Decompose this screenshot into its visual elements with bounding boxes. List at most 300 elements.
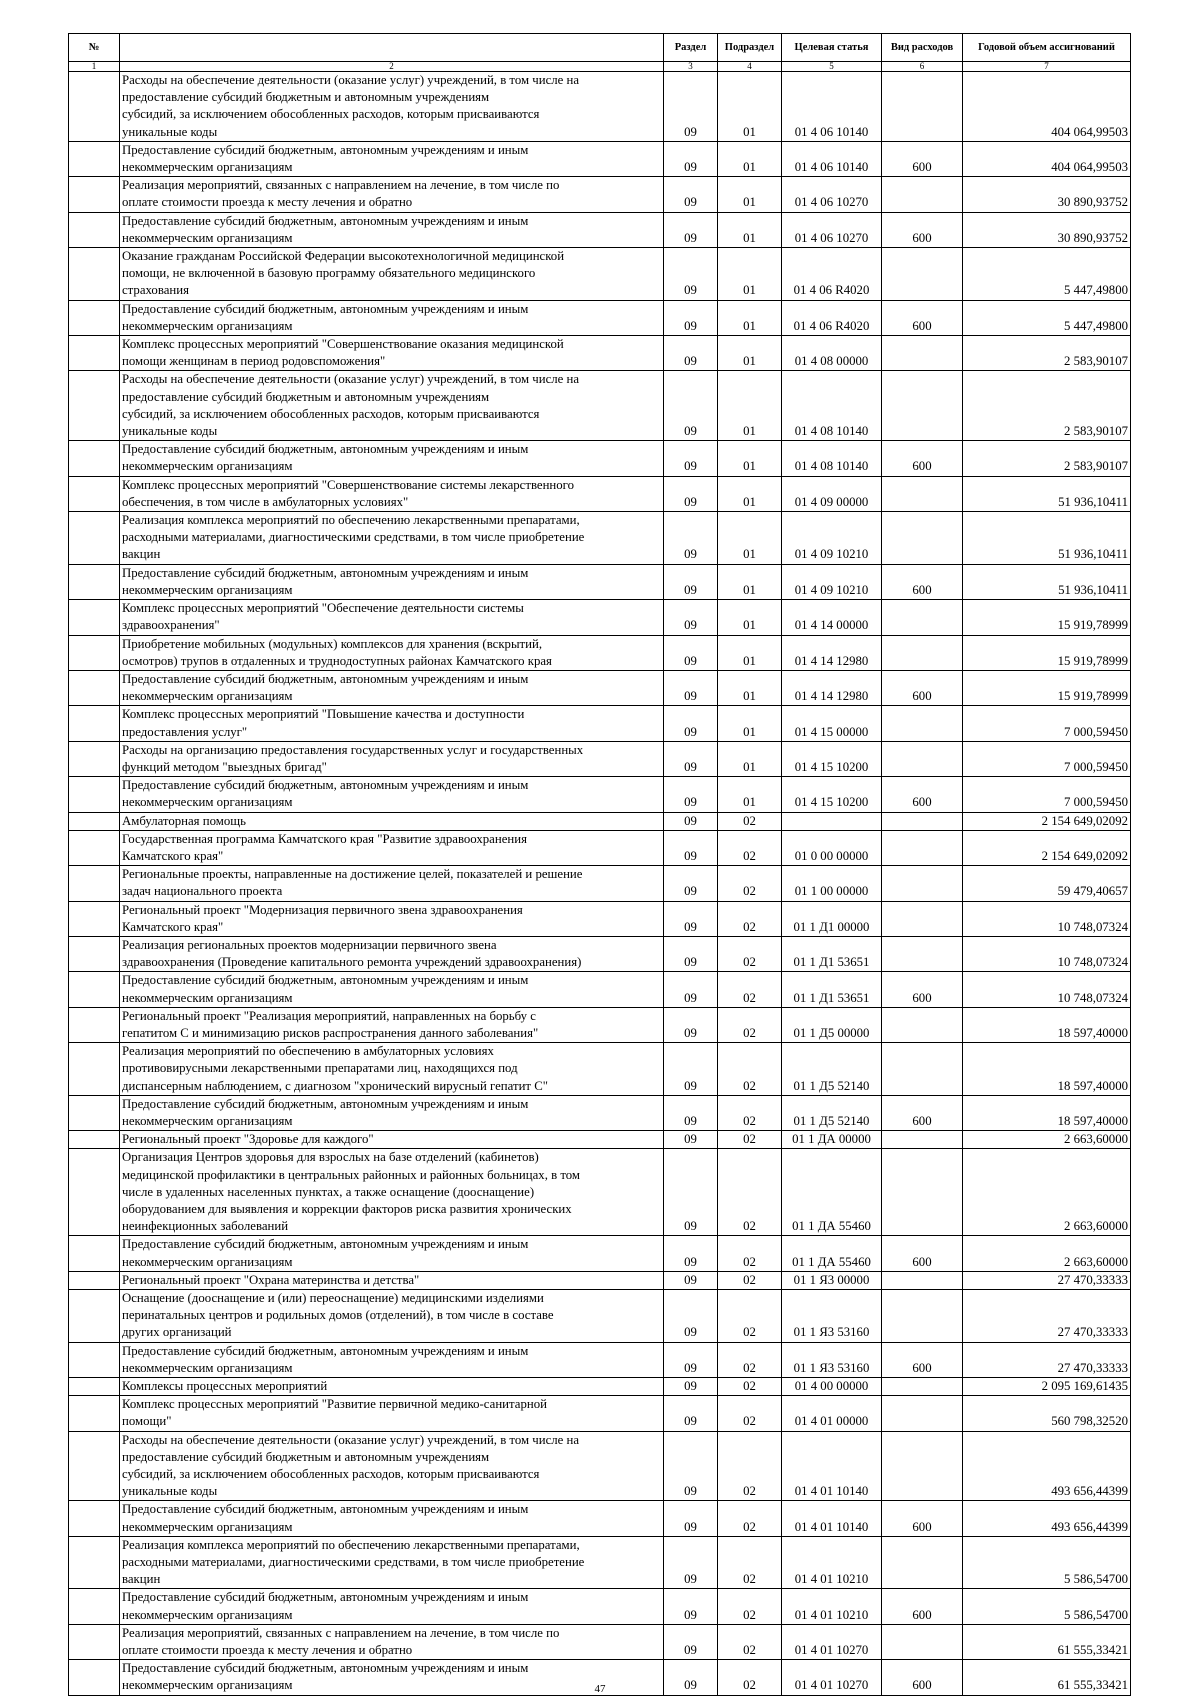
row-amount: 7 000,59450 <box>963 777 1131 812</box>
row-amount: 61 555,33421 <box>963 1660 1131 1695</box>
table-row <box>69 812 1131 830</box>
row-target-article: 01 4 06 10270 <box>782 177 882 212</box>
row-razdel: 09 <box>664 1290 718 1343</box>
row-target-article: 01 0 00 00000 <box>782 830 882 865</box>
row-expense-type: 600 <box>882 1660 963 1695</box>
row-razdel: 09 <box>664 1007 718 1042</box>
row-podrazdel: 01 <box>718 670 782 705</box>
row-name: Комплекс процессных мероприятий "Повышение качества и доступности предоставления услуг" <box>120 706 664 741</box>
table-row <box>69 141 1131 176</box>
row-name: Реализация мероприятий, связанных с направлением на лечение, в том числе по оплате стоимости проезда к месту лечения и обратно <box>120 177 664 212</box>
row-amount: 2 663,60000 <box>963 1149 1131 1236</box>
row-target-article: 01 4 08 10140 <box>782 371 882 441</box>
row-podrazdel: 02 <box>718 1378 782 1396</box>
row-podrazdel: 01 <box>718 777 782 812</box>
row-razdel: 09 <box>664 1378 718 1396</box>
row-podrazdel: 02 <box>718 866 782 901</box>
row-podrazdel: 01 <box>718 564 782 599</box>
row-number <box>69 706 120 741</box>
row-expense-type <box>882 1149 963 1236</box>
row-amount: 51 936,10411 <box>963 564 1131 599</box>
row-expense-type <box>882 248 963 301</box>
row-expense-type <box>882 1431 963 1501</box>
row-amount: 2 583,90107 <box>963 441 1131 476</box>
row-target-article: 01 4 09 00000 <box>782 476 882 511</box>
row-target-article: 01 4 01 10270 <box>782 1624 882 1659</box>
row-name: Комплекс процессных мероприятий "Обеспечение деятельности системы здравоохранения" <box>120 600 664 635</box>
row-expense-type: 600 <box>882 564 963 599</box>
table-row <box>69 248 1131 301</box>
row-amount: 2 663,60000 <box>963 1131 1131 1149</box>
row-razdel: 09 <box>664 635 718 670</box>
row-amount: 27 470,33333 <box>963 1342 1131 1377</box>
row-podrazdel: 02 <box>718 1149 782 1236</box>
row-number <box>69 600 120 635</box>
table-row <box>69 1095 1131 1130</box>
row-expense-type: 600 <box>882 1589 963 1624</box>
row-expense-type <box>882 741 963 776</box>
row-number <box>69 371 120 441</box>
row-expense-type <box>882 476 963 511</box>
row-name: Комплекс процессных мероприятий "Совершенствование оказания медицинской помощи женщинам в период родовспоможения" <box>120 336 664 371</box>
row-expense-type <box>882 812 963 830</box>
row-amount: 18 597,40000 <box>963 1007 1131 1042</box>
row-name: Региональный проект "Реализация мероприятий, направленных на борьбу с гепатитом С и минимизацию рисков распространения данного заболевания" <box>120 1007 664 1042</box>
row-target-article: 01 1 Д1 53651 <box>782 936 882 971</box>
row-name: Региональный проект "Здоровье для каждого" <box>120 1131 664 1149</box>
row-razdel: 09 <box>664 1095 718 1130</box>
row-expense-type <box>882 336 963 371</box>
row-number <box>69 1536 120 1589</box>
row-number <box>69 248 120 301</box>
row-number <box>69 141 120 176</box>
row-expense-type <box>882 830 963 865</box>
row-expense-type <box>882 1043 963 1096</box>
row-name: Приобретение мобильных (модульных) комплексов для хранения (вскрытий, осмотров) трупов в отдаленных и труднодоступных районах Камчатского края <box>120 635 664 670</box>
row-expense-type: 600 <box>882 1236 963 1271</box>
row-podrazdel: 01 <box>718 212 782 247</box>
row-number <box>69 441 120 476</box>
row-target-article: 01 4 01 10140 <box>782 1501 882 1536</box>
row-target-article: 01 4 01 10270 <box>782 1660 882 1695</box>
row-amount: 18 597,40000 <box>963 1043 1131 1096</box>
row-razdel: 09 <box>664 1271 718 1289</box>
row-target-article: 01 1 Я3 53160 <box>782 1342 882 1377</box>
row-expense-type <box>882 635 963 670</box>
column-number: 7 <box>963 62 1131 72</box>
row-number <box>69 866 120 901</box>
table-row <box>69 936 1131 971</box>
row-amount: 61 555,33421 <box>963 1624 1131 1659</box>
row-expense-type: 600 <box>882 670 963 705</box>
row-expense-type <box>882 1536 963 1589</box>
column-number: 1 <box>69 62 120 72</box>
row-expense-type <box>882 1007 963 1042</box>
row-razdel: 09 <box>664 1536 718 1589</box>
row-amount: 15 919,78999 <box>963 600 1131 635</box>
table-row <box>69 1236 1131 1271</box>
column-number: 6 <box>882 62 963 72</box>
row-razdel: 09 <box>664 670 718 705</box>
row-amount: 10 748,07324 <box>963 936 1131 971</box>
row-target-article: 01 4 01 10140 <box>782 1431 882 1501</box>
row-podrazdel: 01 <box>718 300 782 335</box>
row-number <box>69 972 120 1007</box>
row-amount: 7 000,59450 <box>963 741 1131 776</box>
row-name: Предоставление субсидий бюджетным, автономным учреждениям и иным некоммерческим организациям <box>120 141 664 176</box>
table-row <box>69 741 1131 776</box>
row-podrazdel: 01 <box>718 177 782 212</box>
row-number <box>69 812 120 830</box>
row-razdel: 09 <box>664 866 718 901</box>
table-row <box>69 476 1131 511</box>
row-expense-type: 600 <box>882 1095 963 1130</box>
table-row <box>69 1501 1131 1536</box>
row-podrazdel: 01 <box>718 635 782 670</box>
row-expense-type <box>882 177 963 212</box>
table-row <box>69 1536 1131 1589</box>
row-podrazdel: 02 <box>718 901 782 936</box>
row-podrazdel: 02 <box>718 1007 782 1042</box>
row-name: Расходы на обеспечение деятельности (оказание услуг) учреждений, в том числе на предоставление субсидий бюджетным и автономным учреждениям субсидий, за исключением обособленных расходов, которым присваиваются уникальные коды <box>120 72 664 142</box>
row-razdel: 09 <box>664 1149 718 1236</box>
row-expense-type <box>882 901 963 936</box>
row-expense-type <box>882 1131 963 1149</box>
row-number <box>69 72 120 142</box>
row-podrazdel: 02 <box>718 1660 782 1695</box>
row-podrazdel: 02 <box>718 1271 782 1289</box>
row-name: Предоставление субсидий бюджетным, автономным учреждениям и иным некоммерческим организациям <box>120 1095 664 1130</box>
row-podrazdel: 02 <box>718 1589 782 1624</box>
row-target-article: 01 1 Д5 00000 <box>782 1007 882 1042</box>
row-name: Предоставление субсидий бюджетным, автономным учреждениям и иным некоммерческим организациям <box>120 1236 664 1271</box>
table-row <box>69 1149 1131 1236</box>
row-target-article: 01 4 00 00000 <box>782 1378 882 1396</box>
row-razdel: 09 <box>664 1660 718 1695</box>
row-amount: 493 656,44399 <box>963 1431 1131 1501</box>
row-amount: 51 936,10411 <box>963 512 1131 565</box>
row-number <box>69 1342 120 1377</box>
row-amount: 5 447,49800 <box>963 300 1131 335</box>
row-razdel: 09 <box>664 706 718 741</box>
row-target-article: 01 4 08 10140 <box>782 441 882 476</box>
row-expense-type: 600 <box>882 1342 963 1377</box>
row-target-article: 01 4 14 12980 <box>782 670 882 705</box>
row-amount: 30 890,93752 <box>963 177 1131 212</box>
table-row <box>69 1624 1131 1659</box>
row-target-article: 01 4 15 10200 <box>782 741 882 776</box>
row-name: Организация Центров здоровья для взрослых на базе отделений (кабинетов) медицинской профилактики в центральных районных и районных больницах, в том числе в удаленных населенных пунктах, а также оснащение (дооснащение) оборудованием для выявления и коррекции факторов риска развития хронических неинфекционных заболеваний <box>120 1149 664 1236</box>
table-row <box>69 972 1131 1007</box>
row-target-article: 01 4 08 00000 <box>782 336 882 371</box>
row-target-article: 01 4 06 10140 <box>782 141 882 176</box>
row-podrazdel: 02 <box>718 1501 782 1536</box>
row-amount: 2 095 169,61435 <box>963 1378 1131 1396</box>
row-amount: 18 597,40000 <box>963 1095 1131 1130</box>
row-expense-type <box>882 936 963 971</box>
row-number <box>69 1589 120 1624</box>
row-razdel: 09 <box>664 1236 718 1271</box>
row-amount: 2 663,60000 <box>963 1236 1131 1271</box>
row-razdel: 09 <box>664 812 718 830</box>
row-expense-type <box>882 371 963 441</box>
table-row <box>69 670 1131 705</box>
row-razdel: 09 <box>664 212 718 247</box>
row-expense-type <box>882 1378 963 1396</box>
row-name: Реализация комплекса мероприятий по обеспечению лекарственными препаратами, расходными материалами, диагностическими средствами, в том числе приобретение вакцин <box>120 1536 664 1589</box>
row-razdel: 09 <box>664 564 718 599</box>
header-no: № <box>69 34 120 62</box>
row-name: Расходы на организацию предоставления государственных услуг и государственных функций методом "выездных бригад" <box>120 741 664 776</box>
row-number <box>69 212 120 247</box>
table-row <box>69 300 1131 335</box>
row-target-article: 01 1 Я3 00000 <box>782 1271 882 1289</box>
row-target-article: 01 1 Д5 52140 <box>782 1095 882 1130</box>
row-podrazdel: 02 <box>718 1342 782 1377</box>
row-target-article: 01 1 ДА 00000 <box>782 1131 882 1149</box>
table-row <box>69 1589 1131 1624</box>
header-annual-amount: Годовой объем ассигнований <box>963 34 1131 62</box>
row-number <box>69 670 120 705</box>
table-row <box>69 1290 1131 1343</box>
row-podrazdel: 02 <box>718 1236 782 1271</box>
row-razdel: 09 <box>664 1131 718 1149</box>
row-podrazdel: 01 <box>718 72 782 142</box>
row-expense-type <box>882 600 963 635</box>
row-amount: 27 470,33333 <box>963 1290 1131 1343</box>
row-podrazdel: 01 <box>718 248 782 301</box>
table-row <box>69 706 1131 741</box>
row-number <box>69 512 120 565</box>
table-row <box>69 1396 1131 1431</box>
row-expense-type <box>882 1396 963 1431</box>
row-expense-type: 600 <box>882 300 963 335</box>
row-podrazdel: 02 <box>718 936 782 971</box>
row-number <box>69 1095 120 1130</box>
column-number: 2 <box>120 62 664 72</box>
row-podrazdel: 02 <box>718 830 782 865</box>
row-amount: 15 919,78999 <box>963 670 1131 705</box>
row-expense-type <box>882 72 963 142</box>
row-name: Предоставление субсидий бюджетным, автономным учреждениям и иным некоммерческим организациям <box>120 670 664 705</box>
row-name: Предоставление субсидий бюджетным, автономным учреждениям и иным некоммерческим организациям <box>120 1660 664 1695</box>
row-target-article: 01 4 01 00000 <box>782 1396 882 1431</box>
row-razdel: 09 <box>664 600 718 635</box>
row-number <box>69 1236 120 1271</box>
table-row <box>69 371 1131 441</box>
row-target-article: 01 4 15 00000 <box>782 706 882 741</box>
table-row <box>69 212 1131 247</box>
row-podrazdel: 01 <box>718 441 782 476</box>
row-number <box>69 476 120 511</box>
row-razdel: 09 <box>664 476 718 511</box>
row-podrazdel: 01 <box>718 141 782 176</box>
row-name: Предоставление субсидий бюджетным, автономным учреждениям и иным некоммерческим организациям <box>120 1589 664 1624</box>
row-razdel: 09 <box>664 72 718 142</box>
row-podrazdel: 02 <box>718 1095 782 1130</box>
row-amount: 493 656,44399 <box>963 1501 1131 1536</box>
row-razdel: 09 <box>664 1043 718 1096</box>
row-razdel: 09 <box>664 1589 718 1624</box>
row-name: Предоставление субсидий бюджетным, автономным учреждениям и иным некоммерческим организациям <box>120 212 664 247</box>
row-name: Реализация комплекса мероприятий по обеспечению лекарственными препаратами, расходными материалами, диагностическими средствами, в том числе приобретение вакцин <box>120 512 664 565</box>
row-number <box>69 777 120 812</box>
row-target-article <box>782 812 882 830</box>
table-row <box>69 441 1131 476</box>
table-row <box>69 866 1131 901</box>
row-number <box>69 177 120 212</box>
row-target-article: 01 1 Д5 52140 <box>782 1043 882 1096</box>
row-number <box>69 1378 120 1396</box>
row-amount: 15 919,78999 <box>963 635 1131 670</box>
row-razdel: 09 <box>664 441 718 476</box>
row-razdel: 09 <box>664 777 718 812</box>
row-expense-type <box>882 1624 963 1659</box>
row-name: Предоставление субсидий бюджетным, автономным учреждениям и иным некоммерческим организациям <box>120 777 664 812</box>
row-podrazdel: 02 <box>718 1131 782 1149</box>
row-razdel: 09 <box>664 177 718 212</box>
column-number: 5 <box>782 62 882 72</box>
row-name: Расходы на обеспечение деятельности (оказание услуг) учреждений, в том числе на предоставление субсидий бюджетным и автономным учреждениям субсидий, за исключением обособленных расходов, которым присваиваются уникальные коды <box>120 371 664 441</box>
row-amount: 30 890,93752 <box>963 212 1131 247</box>
row-amount: 2 583,90107 <box>963 336 1131 371</box>
row-amount: 2 154 649,02092 <box>963 830 1131 865</box>
row-razdel: 09 <box>664 1624 718 1659</box>
table-row <box>69 72 1131 142</box>
row-target-article: 01 1 ДА 55460 <box>782 1236 882 1271</box>
row-amount: 2 154 649,02092 <box>963 812 1131 830</box>
row-name: Предоставление субсидий бюджетным, автономным учреждениям и иным некоммерческим организациям <box>120 441 664 476</box>
row-target-article: 01 4 06 R4020 <box>782 248 882 301</box>
row-name: Комплекс процессных мероприятий "Развитие первичной медико-санитарной помощи" <box>120 1396 664 1431</box>
row-number <box>69 741 120 776</box>
row-name: Предоставление субсидий бюджетным, автономным учреждениям и иным некоммерческим организациям <box>120 1342 664 1377</box>
row-name: Предоставление субсидий бюджетным, автономным учреждениям и иным некоммерческим организациям <box>120 564 664 599</box>
row-number <box>69 1131 120 1149</box>
row-number <box>69 1624 120 1659</box>
row-podrazdel: 01 <box>718 706 782 741</box>
row-amount: 560 798,32520 <box>963 1396 1131 1431</box>
row-podrazdel: 01 <box>718 336 782 371</box>
row-target-article: 01 1 ДА 55460 <box>782 1149 882 1236</box>
row-amount: 404 064,99503 <box>963 72 1131 142</box>
row-razdel: 09 <box>664 1342 718 1377</box>
row-podrazdel: 02 <box>718 1290 782 1343</box>
row-name: Реализация мероприятий, связанных с направлением на лечение, в том числе по оплате стоимости проезда к месту лечения и обратно <box>120 1624 664 1659</box>
table-row <box>69 635 1131 670</box>
row-name: Реализация мероприятий по обеспечению в амбулаторных условиях противовирусными лекарственными препаратами лиц, находящихся под диспансерным наблюдением, с диагнозом "хронический вирусный гепатит С" <box>120 1043 664 1096</box>
row-expense-type: 600 <box>882 141 963 176</box>
row-number <box>69 1043 120 1096</box>
table-row <box>69 830 1131 865</box>
row-amount: 2 583,90107 <box>963 371 1131 441</box>
budget-sheet <box>68 33 1130 1696</box>
row-name: Региональные проекты, направленные на достижение целей, показателей и решение задач национального проекта <box>120 866 664 901</box>
row-name: Комплекс процессных мероприятий "Совершенствование системы лекарственного обеспечения, в том числе в амбулаторных условиях" <box>120 476 664 511</box>
table-row <box>69 1043 1131 1096</box>
table-row <box>69 336 1131 371</box>
row-amount: 5 447,49800 <box>963 248 1131 301</box>
row-target-article: 01 4 01 10210 <box>782 1589 882 1624</box>
row-number <box>69 1501 120 1536</box>
row-number <box>69 1396 120 1431</box>
table-row <box>69 1342 1131 1377</box>
row-target-article: 01 4 01 10210 <box>782 1536 882 1589</box>
row-target-article: 01 1 Я3 53160 <box>782 1290 882 1343</box>
row-podrazdel: 02 <box>718 972 782 1007</box>
page-number: 47 <box>594 1683 606 1695</box>
row-razdel: 09 <box>664 1396 718 1431</box>
table-row <box>69 600 1131 635</box>
row-amount: 7 000,59450 <box>963 706 1131 741</box>
row-number <box>69 300 120 335</box>
row-name: Предоставление субсидий бюджетным, автономным учреждениям и иным некоммерческим организациям <box>120 1501 664 1536</box>
row-razdel: 09 <box>664 1431 718 1501</box>
row-name: Предоставление субсидий бюджетным, автономным учреждениям и иным некоммерческим организациям <box>120 300 664 335</box>
row-razdel: 09 <box>664 741 718 776</box>
row-podrazdel: 01 <box>718 741 782 776</box>
row-podrazdel: 01 <box>718 600 782 635</box>
row-razdel: 09 <box>664 901 718 936</box>
row-target-article: 01 4 15 10200 <box>782 777 882 812</box>
table-row <box>69 901 1131 936</box>
budget-table <box>68 33 1131 1696</box>
row-name: Региональный проект "Охрана материнства и детства" <box>120 1271 664 1289</box>
row-razdel: 09 <box>664 248 718 301</box>
row-podrazdel: 01 <box>718 371 782 441</box>
row-name: Предоставление субсидий бюджетным, автономным учреждениям и иным некоммерческим организациям <box>120 972 664 1007</box>
row-razdel: 09 <box>664 336 718 371</box>
row-name: Реализация региональных проектов модернизации первичного звена здравоохранения (Проведение капитального ремонта учреждений здравоохранения) <box>120 936 664 971</box>
row-razdel: 09 <box>664 972 718 1007</box>
header-name <box>120 34 664 62</box>
row-razdel: 09 <box>664 141 718 176</box>
row-number <box>69 830 120 865</box>
header-row <box>69 34 1131 62</box>
table-row <box>69 777 1131 812</box>
row-amount: 10 748,07324 <box>963 901 1131 936</box>
row-expense-type <box>882 1290 963 1343</box>
row-number <box>69 1149 120 1236</box>
table-row <box>69 177 1131 212</box>
row-name: Комплексы процессных мероприятий <box>120 1378 664 1396</box>
header-podrazdel: Подраздел <box>718 34 782 62</box>
row-target-article: 01 4 06 10140 <box>782 72 882 142</box>
row-amount: 5 586,54700 <box>963 1536 1131 1589</box>
row-expense-type: 600 <box>882 777 963 812</box>
header-expense-type: Вид расходов <box>882 34 963 62</box>
row-podrazdel: 01 <box>718 512 782 565</box>
row-number <box>69 1290 120 1343</box>
row-target-article: 01 4 14 12980 <box>782 635 882 670</box>
row-expense-type: 600 <box>882 212 963 247</box>
row-target-article: 01 4 06 10270 <box>782 212 882 247</box>
row-podrazdel: 02 <box>718 1431 782 1501</box>
table-body <box>69 72 1131 1696</box>
row-number <box>69 564 120 599</box>
table-row <box>69 512 1131 565</box>
row-number <box>69 1431 120 1501</box>
row-target-article: 01 4 09 10210 <box>782 564 882 599</box>
row-podrazdel: 02 <box>718 1043 782 1096</box>
column-number: 3 <box>664 62 718 72</box>
row-amount: 404 064,99503 <box>963 141 1131 176</box>
row-amount: 59 479,40657 <box>963 866 1131 901</box>
row-name: Оснащение (дооснащение и (или) переоснащение) медицинскими изделиями перинатальных центров и родильных домов (отделений), в том числе в составе других организаций <box>120 1290 664 1343</box>
row-number <box>69 336 120 371</box>
header-target-article: Целевая статья <box>782 34 882 62</box>
row-razdel: 09 <box>664 512 718 565</box>
